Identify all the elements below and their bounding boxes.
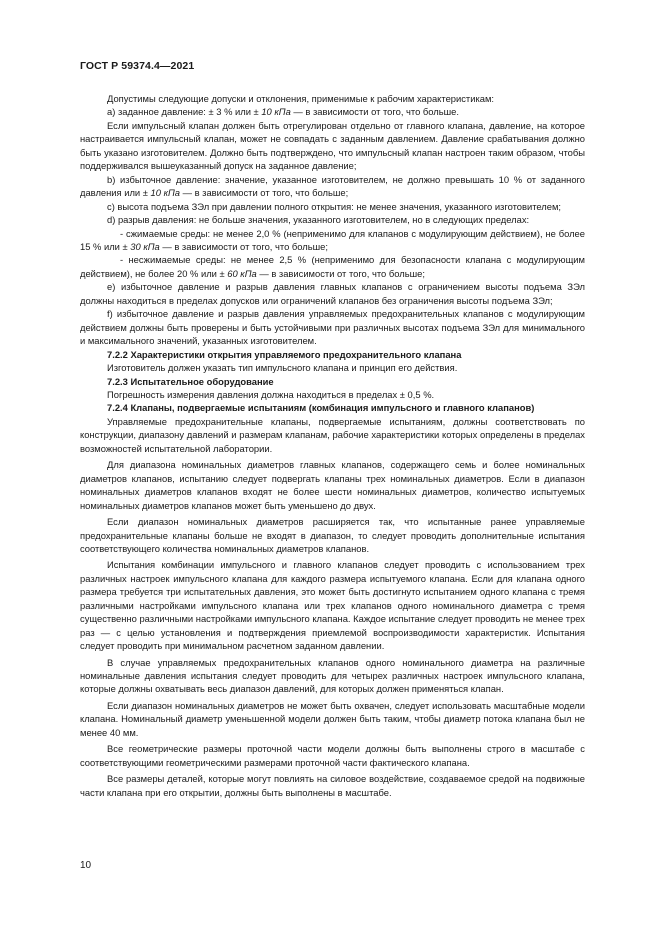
section-7-2-4-paragraph-3: Если диапазон номинальных диаметров расширяется так, что испытанные ранее управляемые предохранительные клапаны больше не входят в диапазон, то следует проводить дополнительные испытания соответствующего количества номинальных диаметров клапанов. <box>80 516 585 554</box>
list-item-d: d) разрыв давления: не больше значения, указанного изготовителем, но в следующих пределах: <box>107 214 530 226</box>
pilot-adjust-paragraph: Если импульсный клапан должен быть отрегулирован отдельно от главного клапана, давление, на которое настраивается импульсный клапан, может не совпадать с заданным давлением. Давление срабатывания должно быть указано изготовителем. Должно быть подтверждено, что импульсный клапан настроен таким образом, чтобы поддерживался вышеуказанный допуск на заданное давление; <box>80 119 585 172</box>
document-header: ГОСТ Р 59374.4—2021 <box>80 60 195 72</box>
list-item-f: f) избыточное давление и разрыв давления управляемых предохранительных клапанов с модулирующим действием должны быть проверены и быть устойчивыми при различных высотах подъема ЗЭл для минимального и максимального значений, указанных изготовителем. <box>80 308 585 347</box>
section-7-2-4-paragraph-8: Все размеры деталей, которые могут повлиять на силовое воздействие, создаваемое средой на подвижные части клапана при его открытии, должны быть выполнены в масштабе. <box>80 773 585 798</box>
list-item-e: е) избыточное давление и разрыв давления главных клапанов с ограничением высоты подъема ЗЭл должны находиться в пределах допусков или ограничений клапанов без ограничения высоты подъема ЗЭл; <box>80 281 585 306</box>
section-7-2-4-paragraph-6: Если диапазон номинальных диаметров не может быть охвачен, следует использовать масштабные модели клапана. Номинальный диаметр уменьшенной модели должен быть таким, чтобы диаметр потока клапана был не менее 40 мм. <box>80 699 585 738</box>
section-7-2-4-paragraph-5: В случае управляемых предохранительных клапанов одного номинального диаметра на различные номинальные давления испытания следует проводить для четырех различных настроек импульсного клапана, которые должны охватывать весь диапазон давлений, для которых должен применяться клапан. <box>80 656 585 695</box>
list-item-c: c) высота подъема ЗЭл при давлении полного открытия: не менее значения, указанного изготовителем; <box>107 200 562 212</box>
section-7-2-2-text: Изготовитель должен указать тип импульсного клапана и принцип его действия. <box>107 362 458 374</box>
list-item-d-compressible: - сжимаемые среды: не менее 2,0 % (неприменимо для клапанов с модулирующим действием), не более 15 % или ± 30 кПа — в зависимости от того, что больше; <box>80 227 585 252</box>
section-7-2-4-paragraph-7: Все геометрические размеры проточной части модели должны быть выполнены строго в масштабе с соответствующими геометрическими размерами проточной части фактического клапана. <box>80 743 585 768</box>
section-heading-7-2-4: 7.2.4 Клапаны, подвергаемые испытаниям (комбинация импульсного и главного клапанов) <box>107 402 535 414</box>
section-7-2-4-paragraph-4: Испытания комбинации импульсного и главного клапанов следует проводить с использованием трех различных настроек импульсного клапана для каждого размера испытуемого клапана. Если для клапана одного размера требуется три испытательных давления, это может быть достигнуто испытанием одного клапана с тремя различными настройками импульсного клапана или трех клапанов одного номинального диаметра с тремя существенно различными настройками импульсного клапана. Каждое испытание следует проводить не менее трех раз — с целью установления и подтверждения приемлемой воспроизводимости характеристик. Испытания следует проводить при минимальном расчетном заданном давлении. <box>80 559 585 652</box>
page-body <box>80 92 585 799</box>
section-7-2-4-paragraph-2: Для диапазона номинальных диаметров главных клапанов, содержащего семь и более номинальных диаметров клапанов, испытанию следует подвергать клапаны трех номинальных диаметров. Если в диапазон номинальных диаметров клапанов входят не более шести номинальных диаметров, количество испытуемых номинальных диаметров клапанов может быть уменьшено до двух. <box>80 459 585 511</box>
page-number: 10 <box>80 860 92 871</box>
section-7-2-4-paragraph-1: Управляемые предохранительные клапаны, подвергаемые испытаниям, должны соответствовать по конструкции, диапазону давлений и размерам клапанам, рабочие характеристики которых определены в пределах возможностей испытательной лаборатории. <box>80 415 585 454</box>
section-heading-7-2-3: 7.2.3 Испытательное оборудование <box>107 375 274 387</box>
list-item-b: b) избыточное давление: значение, указанное изготовителем, не должно превышать 10 % от заданного давления или ± 10 кПа — в зависимости от того, что больше; <box>80 173 585 199</box>
section-7-2-3-text: Погрешность измерения давления должна находиться в пределах ± 0,5 %. <box>107 388 435 400</box>
section-heading-7-2-2: 7.2.2 Характеристики открытия управляемого предохранительного клапана <box>107 348 462 360</box>
list-item-d-incompressible: - несжимаемые среды: не менее 2,5 % (неприменимо для безопасности клапана с модулирующим действием), не более 20 % или ± 60 кПа — в зависимости от того, что больше; <box>80 254 585 279</box>
intro-paragraph: Допустимы следующие допуски и отклонения, применимые к рабочим характеристикам: <box>107 93 495 104</box>
list-item-a: а) заданное давление: ± 3 % или ± 10 кПа — в зависимости от того, что больше. <box>107 106 459 118</box>
